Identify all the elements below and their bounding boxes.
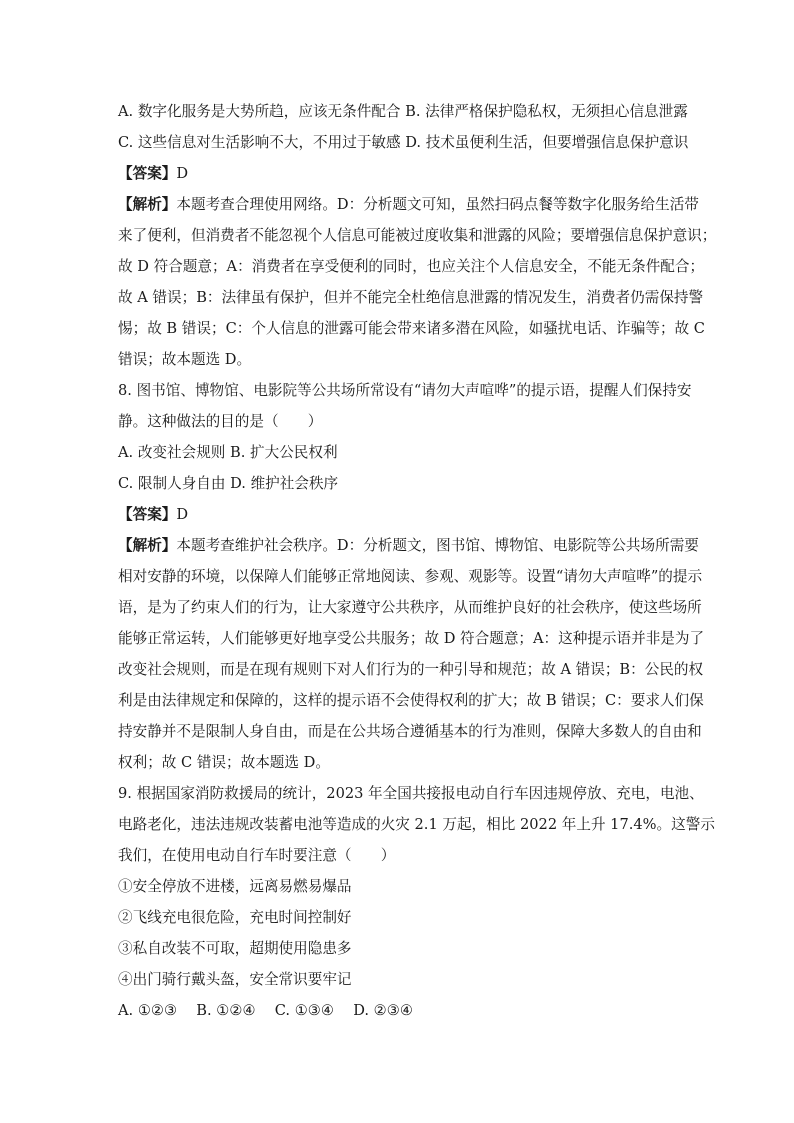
q7-options-cd: C. 这些信息对生活影响不大，不用过于敏感 D. 技术虽便利生活，但要增强信息保护意识 [118, 134, 689, 151]
analysis-label: 【解析】 [118, 537, 177, 554]
q7-analysis-line: 错误；故本题选 D。 [118, 351, 252, 368]
q8-analysis-line: 权利；故 C 错误；故本题选 D。 [118, 754, 330, 771]
q8-options-cd: C. 限制人身自由 D. 维护社会秩序 [118, 475, 339, 492]
q8-options-ab: A. 改变社会规则 B. 扩大公民权利 [118, 444, 338, 461]
q9-stem: 9. 根据国家消防救援局的统计，2023 年全国共接报电动自行车因违规停放、充电，电池、 [118, 785, 704, 802]
q8-stem: 8. 图书馆、博物馆、电影院等公共场所常设有“请勿大声喧哗”的提示语，提醒人们保持安 [118, 382, 692, 399]
q8-analysis-line: 持安静并不是限制人身自由，而是在公共场合遵循基本的行为准则，保障大多数人的自由和 [118, 723, 702, 740]
q9-options: A. ①②③ B. ①②④ C. ①③④ D. ②③④ [118, 1002, 413, 1019]
q9-item: ④出门骑行戴头盔，安全常识要牢记 [118, 971, 352, 988]
q7-options-ab: A. 数字化服务是大势所趋，应该无条件配合 B. 法律严格保护隐私权，无须担心信息泄露 [118, 103, 688, 120]
q8-analysis-line: 语，是为了约束人们的行为，让大家遵守公共秩序，从而维护良好的社会秩序，使这些场所 [118, 599, 702, 616]
analysis-label: 【解析】 [118, 196, 177, 213]
q7-analysis-line: 故 A 错误；B：法律虽有保护，但并不能完全杜绝信息泄露的情况发生，消费者仍需保持警 [118, 289, 704, 306]
answer-value: D [176, 506, 189, 523]
q7-answer [118, 158, 678, 189]
analysis-text: 本题考查维护社会秩序。D：分析题文，图书馆、博物馆、电影院等公共场所需要 [176, 537, 699, 554]
q8-analysis-line: 改变社会规则，而是在现有规则下对人们行为的一种引导和规范；故 A 错误；B：公民的权 [118, 661, 704, 678]
answer-value: D [176, 165, 189, 182]
q7-analysis-line [118, 189, 699, 220]
q7-analysis-line: 故 D 符合题意；A：消费者在享受便利的同时，也应关注个人信息安全，不能无条件配合； [118, 258, 705, 275]
q9-item: ①安全停放不进楼，远离易燃易爆品 [118, 878, 352, 895]
q9-item: ③私自改装不可取，超期使用隐患多 [118, 940, 352, 957]
answer-label: 【答案】 [118, 165, 177, 182]
q8-analysis-line: 能够正常运转，人们能够更好地享受公共服务；故 D 符合题意；A：这种提示语并非是为了 [118, 630, 705, 647]
q7-analysis-line: 来了便利，但消费者不能忽视个人信息可能被过度收集和泄露的风险；要增强信息保护意识； [118, 227, 717, 244]
q8-stem: 静。这种做法的目的是（ ） [118, 413, 323, 430]
q9-stem: 我们，在使用电动自行车时要注意（ ） [118, 847, 396, 864]
q9-stem: 电路老化，违法违规改装蓄电池等造成的火灾 2.1 万起，相比 2022 年上升 17.4%。这警示 [118, 816, 715, 833]
q8-analysis-line: 利是由法律规定和保障的，这样的提示语不会使得权利的扩大；故 B 错误；C：要求人们保 [118, 692, 704, 709]
q8-analysis-line: 相对安静的环境，以保障人们能够正常地阅读、参观、观影等。设置“请勿大声喧哗”的提示 [118, 568, 703, 585]
q7-analysis-line: 惕；故 B 错误；C：个人信息的泄露可能会带来诸多潜在风险，如骚扰电话、诈骗等；故 C [118, 320, 705, 337]
document-page [118, 96, 717, 1026]
answer-label: 【答案】 [118, 506, 177, 523]
q8-answer [118, 499, 678, 530]
analysis-text: 本题考查合理使用网络。D：分析题文可知，虽然扫码点餐等数字化服务给生活带 [176, 196, 699, 213]
q9-item: ②飞线充电很危险，充电时间控制好 [118, 909, 352, 926]
q8-analysis-line [118, 530, 699, 561]
